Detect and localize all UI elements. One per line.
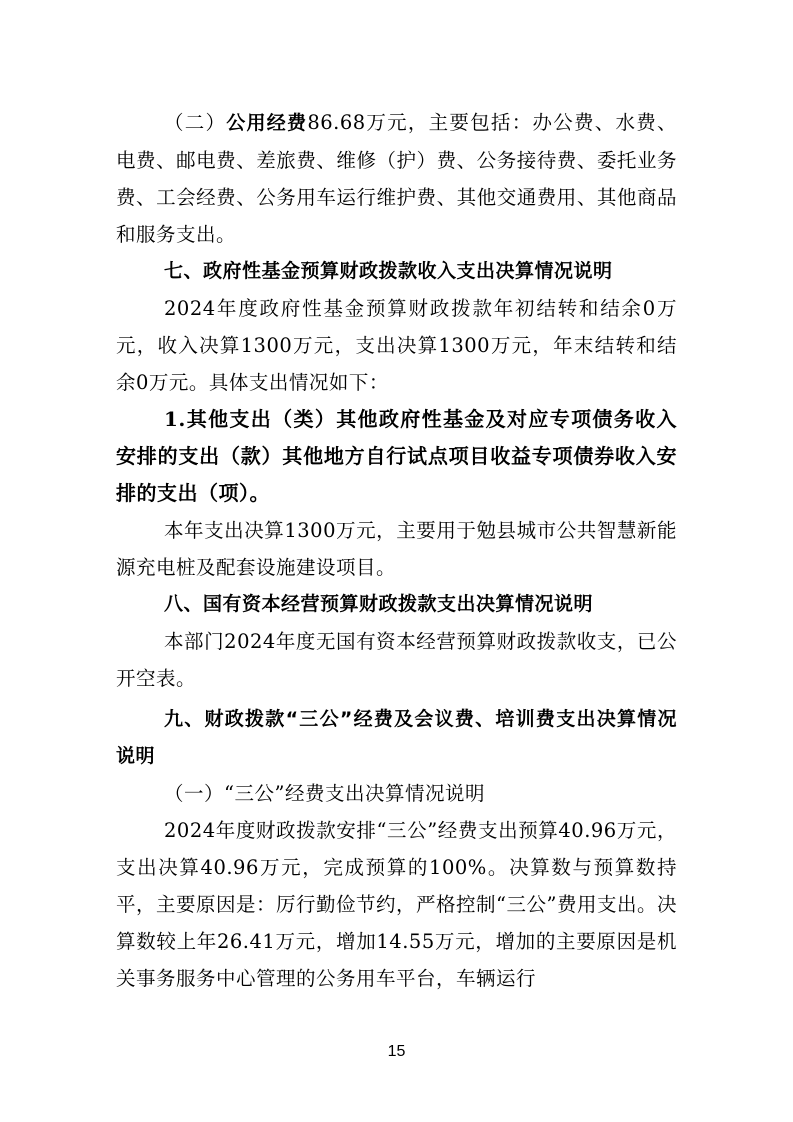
subsection-heading-9-1: （一）“三公”经费支出决算情况说明 [164,782,485,805]
public-expenses-label: 公用经费 [226,112,308,134]
section-heading-8: 八、国有资本经营预算财政拨款支出决算情况说明 [164,593,594,615]
paragraph-state-capital: 本部门2024年度无国有资本经营预算财政拨款收支，已公开空表。 [116,630,677,690]
document-body [116,104,677,997]
paragraph-fund-budget: 2024年度政府性基金预算财政拨款年初结转和结余0万元，收入决算1300万元，支出决算1300万元，年末结转和结余0万元。具体支出情况如下： [116,297,677,394]
paragraph-prefix: （二） [164,111,227,134]
public-expenses-text: 86.68万元，主要包括：办公费、水费、电费、邮电费、差旅费、维修（护）费、公务接待费、委托业务费、工会经费、公务用车运行维护费、其他交通费用、其他商品和服务支出。 [116,111,677,246]
paragraph-expenditure-use: 本年支出决算1300万元，主要用于勉县城市公共智慧新能源充电桩及配套设施建设项目。 [116,519,677,579]
page-number: 15 [387,1043,406,1060]
paragraph-other-expenditure-title: 1.其他支出（类）其他政府性基金及对应专项债务收入安排的支出（款）其他地方自行试点项目收益专项债券收入安排的支出（项）。 [116,407,677,505]
paragraph-three-public-expenses: 2024年度财政拨款安排“三公”经费支出预算40.96万元，支出决算40.96万元，完成预算的100%。决算数与预算数持平，主要原因是：厉行勤俭节约，严格控制“三公”费用支出。决算数较上年26.41万元，增加14.55万元，增加的主要原因是机关事务服务中心管理的公务用车平台，车辆运行 [116,819,677,990]
paragraph-public-expenses [116,104,677,253]
section-heading-7: 七、政府性基金预算财政拨款收入支出决算情况说明 [164,260,613,282]
section-heading-9: 九、财政拨款“三公”经费及会议费、培训费支出决算情况说明 [116,708,677,767]
